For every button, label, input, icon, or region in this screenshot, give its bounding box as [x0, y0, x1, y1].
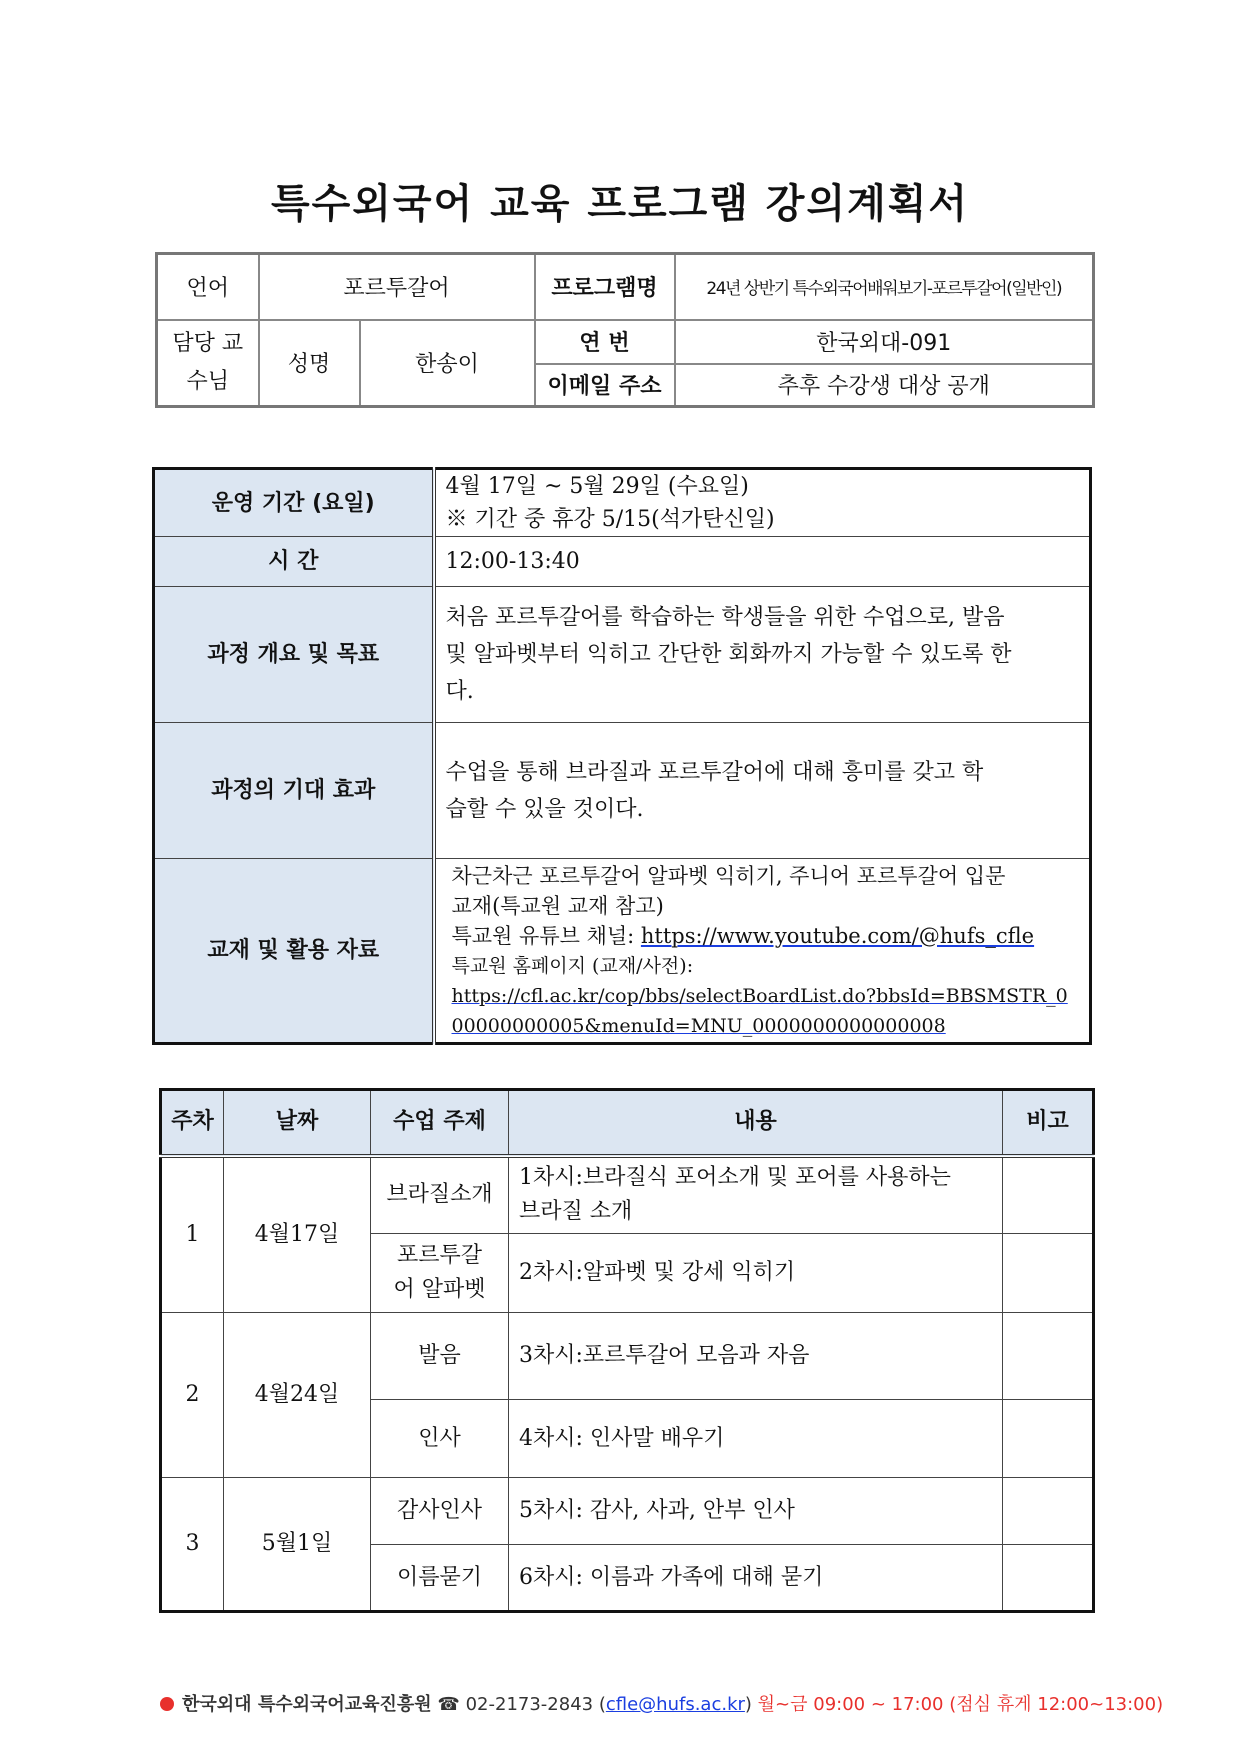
- homepage-label: 특교원 홈페이지 (교재/사전):: [451, 954, 694, 977]
- header-date: 날짜: [224, 1090, 371, 1156]
- session-topic: 감사인사: [371, 1478, 509, 1545]
- week-number: 1: [161, 1156, 224, 1313]
- week-date: 5월1일: [224, 1478, 371, 1612]
- period-label: 운영 기간 (요일): [154, 469, 434, 537]
- session-content: 1차시:브라질식 포어소개 및 포어를 사용하는 브라질 소개: [509, 1156, 1003, 1234]
- session-note: [1003, 1400, 1094, 1478]
- session-note: [1003, 1234, 1094, 1313]
- session-note: [1003, 1478, 1094, 1545]
- homepage-link[interactable]: https://cfl.ac.kr/cop/bbs/selectBoardList.do?bbsId=BBSMSTR_000000000005&menuId=MNU_0000000000000008: [451, 984, 1068, 1037]
- header-week: 주차: [161, 1090, 224, 1156]
- session-note: [1003, 1545, 1094, 1612]
- materials-text: 차근차근 포르투갈어 알파벳 익히기, 주니어 포르투갈어 입문 교재(특교원 교재 참고): [451, 863, 1006, 918]
- name-value: 한송이: [360, 320, 535, 407]
- session-content: 6차시: 이름과 가족에 대해 묻기: [509, 1545, 1003, 1612]
- session-topic: 인사: [371, 1400, 509, 1478]
- contact-value: 한국외대-091: [675, 320, 1094, 364]
- footer-org: 한국외대 특수외국어교육진흥원: [182, 1694, 432, 1715]
- session-content: 5차시: 감사, 사과, 안부 인사: [509, 1478, 1003, 1545]
- name-label: 성명: [259, 320, 360, 407]
- course-info-table: [152, 467, 1092, 1045]
- program-label: 프로그램명: [535, 254, 675, 320]
- table-row: [161, 1478, 1094, 1545]
- program-value: 24년 상반기 특수외국어배워보기-포르투갈어(일반인): [675, 254, 1094, 320]
- session-content: 2차시:알파벳 및 강세 익히기: [509, 1234, 1003, 1313]
- session-note: [1003, 1313, 1094, 1400]
- header-content: 내용: [509, 1090, 1003, 1156]
- table-row: [161, 1313, 1094, 1400]
- materials-label: 교재 및 활용 자료: [154, 859, 434, 1044]
- session-content: 4차시: 인사말 배우기: [509, 1400, 1003, 1478]
- bullet-dot-icon: [160, 1697, 174, 1711]
- language-label: 언어: [157, 254, 259, 320]
- week-number: 3: [161, 1478, 224, 1612]
- time-label: 시 간: [154, 537, 434, 587]
- effect-value: 수업을 통해 브라질과 포르투갈어에 대해 흥미를 갖고 학습할 수 있을 것이다.: [434, 723, 1091, 859]
- week-number: 2: [161, 1313, 224, 1478]
- program-info-table: [155, 252, 1095, 408]
- week-date: 4월17일: [224, 1156, 371, 1313]
- header-note: 비고: [1003, 1090, 1094, 1156]
- time-value: 12:00-13:40: [434, 537, 1091, 587]
- schedule-table: [159, 1088, 1095, 1613]
- week-date: 4월24일: [224, 1313, 371, 1478]
- footer-email-link[interactable]: cfle@hufs.ac.kr: [605, 1694, 745, 1715]
- session-note: [1003, 1156, 1094, 1234]
- overview-label: 과정 개요 및 목표: [154, 587, 434, 723]
- session-topic: 포르투갈어 알파벳: [371, 1234, 509, 1313]
- email-value: 추후 수강생 대상 공개: [675, 364, 1094, 407]
- footer-hours: 월~금 09:00 ~ 17:00 (점심 휴게 12:00~13:00): [757, 1694, 1164, 1715]
- effect-label: 과정의 기대 효과: [154, 723, 434, 859]
- youtube-link[interactable]: https://www.youtube.com/@hufs_cfle: [640, 923, 1035, 948]
- session-topic: 브라질소개: [371, 1156, 509, 1234]
- professor-label: 담당 교수님: [157, 320, 259, 407]
- phone-icon: ☎: [437, 1694, 460, 1715]
- period-value: 4월 17일 ~ 5월 29일 (수요일): [445, 474, 749, 499]
- header-topic: 수업 주제: [371, 1090, 509, 1156]
- overview-value: 처음 포르투갈어를 학습하는 학생들을 위한 수업으로, 발음 및 알파벳부터 익히고 간단한 회화까지 가능할 수 있도록 한다.: [434, 587, 1091, 723]
- language-value: 포르투갈어: [259, 254, 535, 320]
- session-content: 3차시:포르투갈어 모음과 자음: [509, 1313, 1003, 1400]
- email-label: 이메일 주소: [535, 364, 675, 407]
- period-note: ※ 기간 중 휴강 5/15(석가탄신일): [445, 507, 775, 532]
- table-row: [161, 1156, 1094, 1234]
- session-topic: 발음: [371, 1313, 509, 1400]
- youtube-label: 특교원 유튜브 채널:: [451, 923, 641, 948]
- footer: 한국외대 특수외국어교육진흥원 ☎ 02-2173-2843 (cfle@hufs.ac.kr) 월~금 09:00 ~ 17:00 (점심 휴게 12:00~13:00): [160, 1690, 1163, 1716]
- contact-label: 연 번: [535, 320, 675, 364]
- footer-phone: 02-2173-2843: [465, 1694, 594, 1715]
- page-title: 특수외국어 교육 프로그램 강의계획서: [270, 181, 970, 227]
- session-topic: 이름묻기: [371, 1545, 509, 1612]
